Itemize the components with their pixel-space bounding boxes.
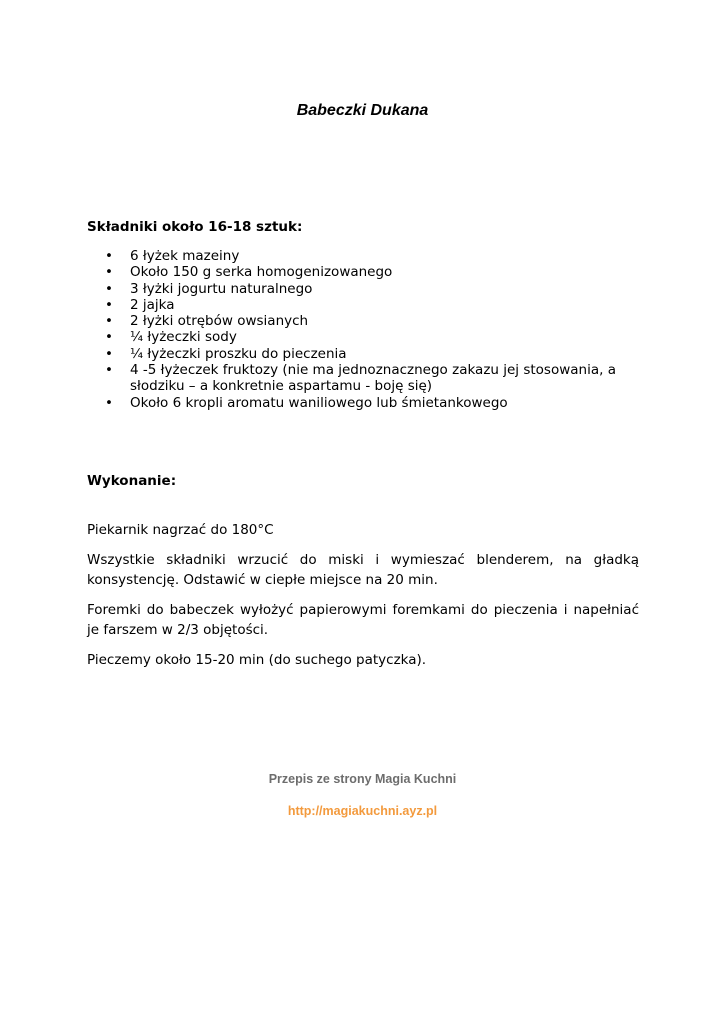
page-title: Babeczki Dukana xyxy=(296,102,429,119)
ingredient-text: 2 łyżki otrębów owsianych xyxy=(130,313,309,330)
ingredients-list xyxy=(87,248,647,411)
footer-link[interactable]: http://magiakuchni.ayz.pl xyxy=(287,804,438,818)
ingredient-item xyxy=(87,297,647,313)
bullet-icon: • xyxy=(105,264,113,281)
ingredient-text: Około 6 kropli aromatu waniliowego lub śmietankowego xyxy=(130,394,508,411)
ingredient-item xyxy=(87,329,647,345)
ingredient-text: 2 jajka xyxy=(130,296,175,313)
ingredient-text: 3 łyżki jogurtu naturalnego xyxy=(130,280,313,297)
method-paragraph: Piekarnik nagrzać do 180°C xyxy=(87,522,274,538)
bullet-icon: • xyxy=(105,345,113,362)
ingredient-text: ¼ łyżeczki proszku do pieczenia xyxy=(130,345,347,362)
ingredient-text: ¼ łyżeczki sody xyxy=(130,329,237,346)
ingredient-item xyxy=(87,313,647,329)
ingredient-item xyxy=(87,346,647,362)
ingredient-item xyxy=(87,281,647,297)
ingredient-item xyxy=(87,362,647,395)
ingredient-text: Około 150 g serka homogenizowanego xyxy=(130,264,393,281)
ingredient-item xyxy=(87,264,647,280)
ingredients-heading: Składniki około 16-18 sztuk: xyxy=(87,219,303,235)
method-heading: Wykonanie: xyxy=(87,473,177,489)
ingredient-item xyxy=(87,395,647,411)
bullet-icon: • xyxy=(105,394,113,411)
bullet-icon: • xyxy=(105,362,113,379)
bullet-icon: • xyxy=(105,280,113,297)
bullet-icon: • xyxy=(105,248,113,264)
ingredient-item xyxy=(87,248,647,264)
ingredient-text: 6 łyżek mazeiny xyxy=(130,248,240,264)
footer-credit: Przepis ze strony Magia Kuchni xyxy=(268,772,457,786)
bullet-icon: • xyxy=(105,313,113,330)
method-paragraph: Wszystkie składniki wrzucić do miski i wymieszać blenderem, na gładką konsystencję. Odstawić w ciepłe miejsce na 20 min. xyxy=(87,552,639,588)
ingredient-text: 4 -5 łyżeczek fruktozy (nie ma jednoznacznego zakazu jej stosowania, a słodziku – a konkretnie aspartamu - boję się) xyxy=(130,362,616,395)
bullet-icon: • xyxy=(105,329,113,346)
bullet-icon: • xyxy=(105,296,113,313)
method-paragraph: Pieczemy około 15-20 min (do suchego patyczka). xyxy=(87,652,427,668)
method-paragraph: Foremki do babeczek wyłożyć papierowymi foremkami do pieczenia i napełniać je farszem w 2/3 objętości. xyxy=(87,602,639,638)
